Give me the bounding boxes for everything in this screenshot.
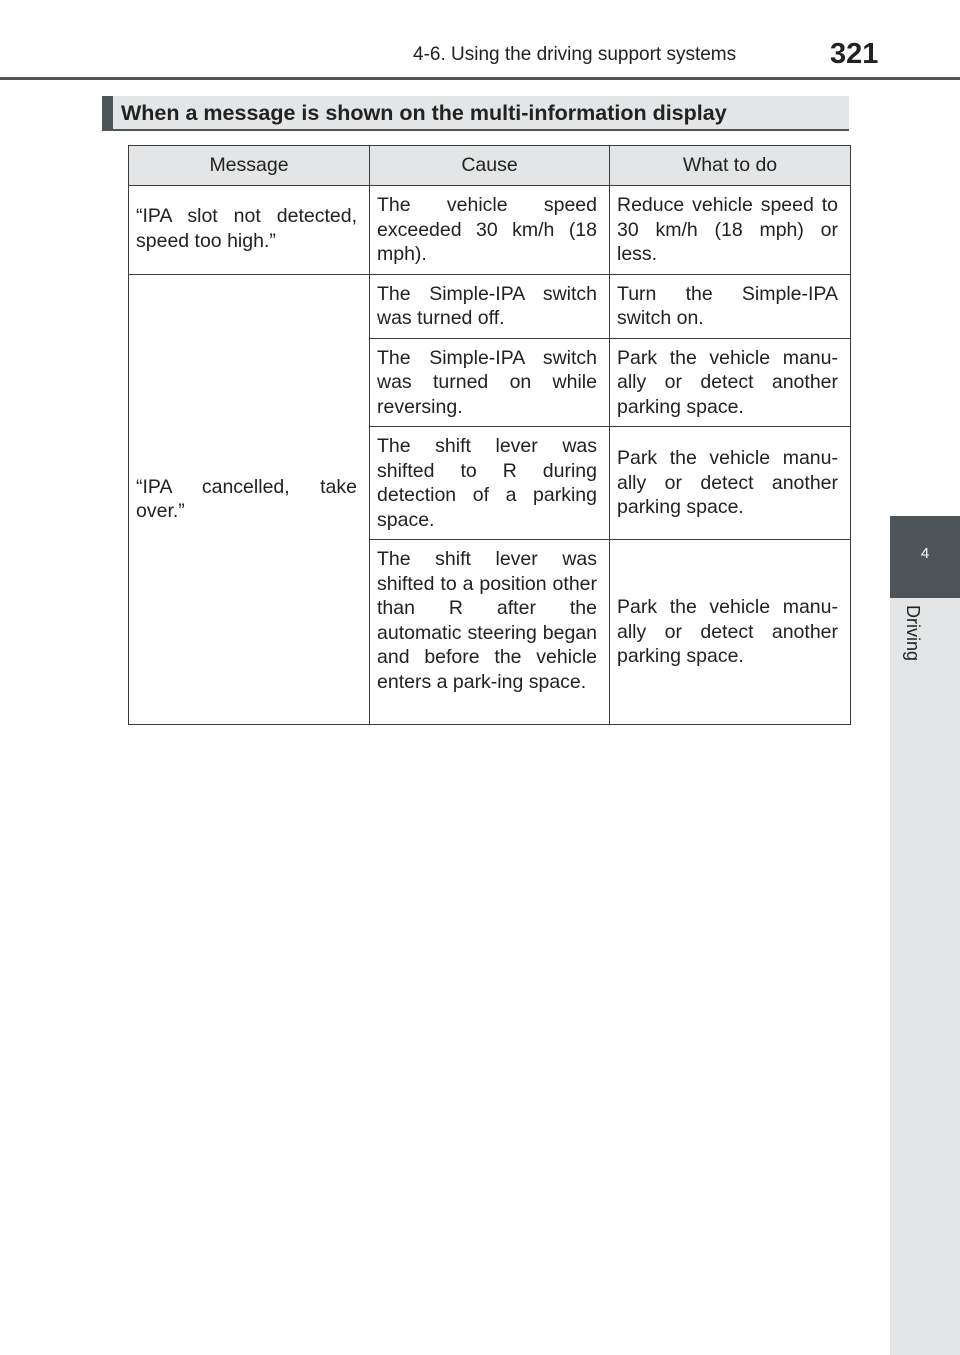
message-cell: “IPA cancelled, take over.”: [129, 274, 370, 725]
chapter-tab-lower: [890, 598, 960, 1355]
cause-cell: The shift lever was shifted to R during detection of a parking space.: [370, 427, 610, 540]
action-cell: Park the vehicle manu-ally or detect another parking space.: [610, 427, 851, 540]
column-header-what-to-do: What to do: [610, 146, 851, 186]
cause-cell: The shift lever was shifted to a position other than R after the automatic steering began and before the vehicle enters a park-ing space.: [370, 540, 610, 725]
column-header-message: Message: [129, 146, 370, 186]
cause-cell: The Simple-IPA switch was turned off.: [370, 274, 610, 338]
cause-cell: The Simple-IPA switch was turned on while reversing.: [370, 338, 610, 427]
column-header-cause: Cause: [370, 146, 610, 186]
page-number: 321: [830, 38, 879, 70]
section-heading: When a message is shown on the multi-information display: [102, 96, 849, 131]
header-rule: [0, 77, 960, 80]
table-header-row: [129, 146, 851, 186]
action-cell: Reduce vehicle speed to 30 km/h (18 mph) or less.: [610, 186, 851, 275]
header-section-title: 4-6. Using the driving support systems: [413, 44, 737, 65]
chapter-tab-number: 4: [920, 545, 930, 562]
chapter-tab-label: Driving: [903, 605, 923, 662]
action-cell: Park the vehicle manu-ally or detect another parking space.: [610, 540, 851, 725]
action-cell: Park the vehicle manu-ally or detect another parking space.: [610, 338, 851, 427]
message-cell: “IPA slot not detected, speed too high.”: [129, 186, 370, 275]
table-row: [129, 186, 851, 275]
message-table: [128, 145, 851, 725]
table-row: [129, 274, 851, 338]
action-cell: Turn the Simple-IPA switch on.: [610, 274, 851, 338]
cause-cell: The vehicle speed exceeded 30 km/h (18 mph).: [370, 186, 610, 275]
